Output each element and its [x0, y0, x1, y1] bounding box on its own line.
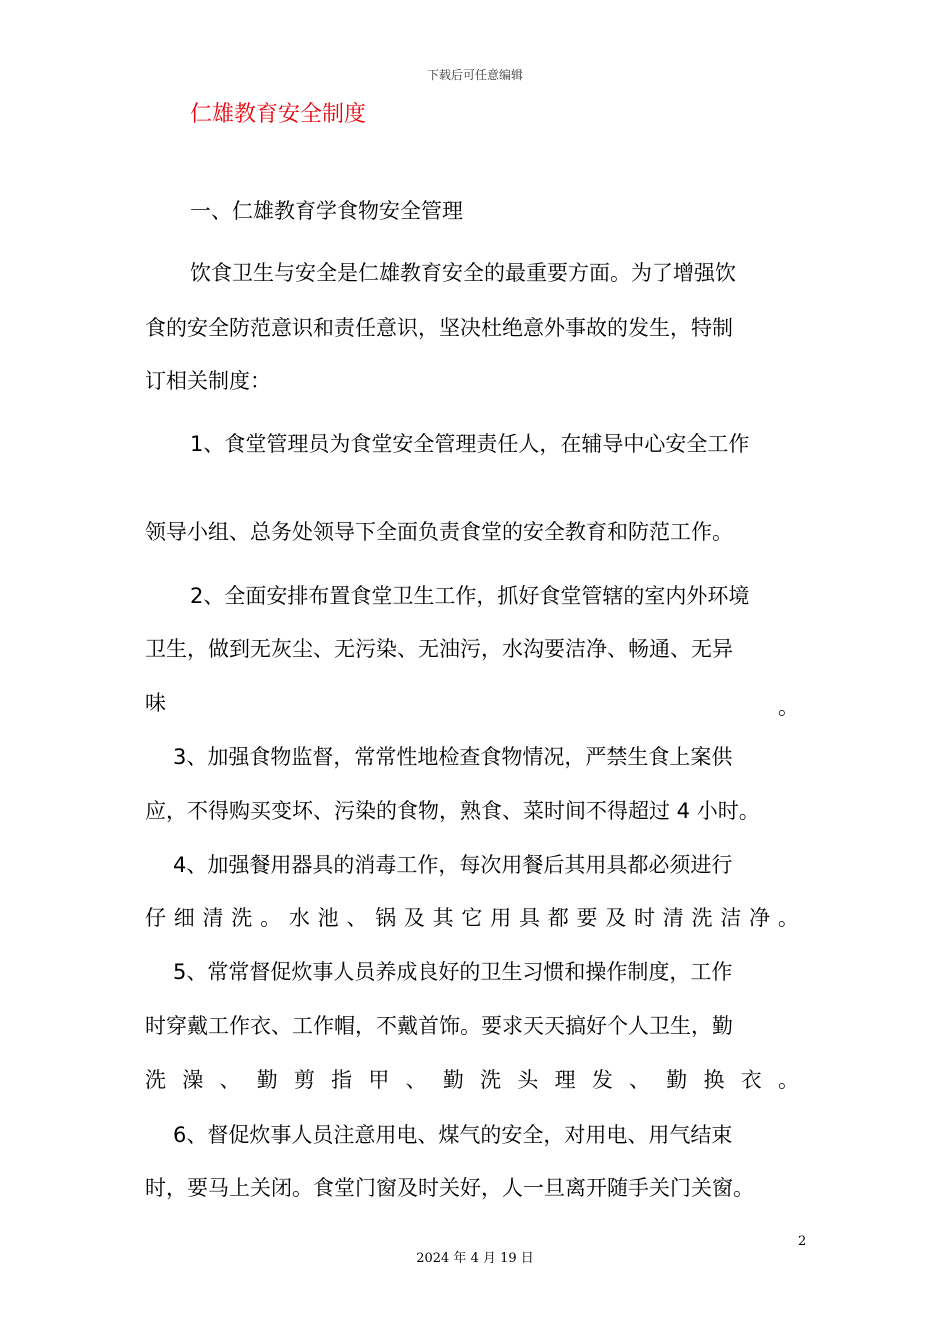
text-char: 洗 [145, 1068, 166, 1092]
text-char: 时 [634, 906, 656, 930]
text-char: 、 [219, 1068, 241, 1092]
item2-line-2: 卫生，做到无灰尘、无污染、无油污，水沟要洁净、畅通、无异 [145, 637, 733, 661]
text-char: 、 [346, 906, 368, 930]
text-char: 。 [260, 906, 282, 930]
text-char: 水 [288, 906, 310, 930]
text-char: 发 [591, 1068, 613, 1092]
item5-line-1: 5、常常督促炊事人员养成良好的卫生习惯和操作制度，工作 [173, 960, 733, 984]
item4-line-1: 4、加强餐用器具的消毒工作，每次用餐后其用具都必须进行 [173, 853, 733, 877]
text-char: 指 [331, 1068, 353, 1092]
text-char: 洁 [720, 906, 742, 930]
text-char: 理 [554, 1068, 576, 1092]
text-char: 头 [517, 1068, 539, 1092]
item3-line-1: 3、加强食物监督，常常性地检查食物情况，严禁生食上案供 [173, 745, 733, 769]
text-char: 净 [749, 906, 771, 930]
text-char: 洗 [480, 1068, 502, 1092]
text-char: 、 [629, 1068, 651, 1092]
text-char: 。 [777, 1068, 799, 1092]
item6-line-1: 6、督促炊事人员注意用电、煤气的安全，对用电、用气结束 [173, 1123, 733, 1147]
text-char: 具 [518, 906, 540, 930]
text-char: 及 [403, 906, 425, 930]
text-char: 池 [317, 906, 339, 930]
intro-line-3: 订相关制度： [145, 369, 271, 393]
text-char: 勤 [442, 1068, 464, 1092]
item6-line-2: 时，要马上关闭。食堂门窗及时关好，人一旦离开随手关门关窗。 [145, 1176, 754, 1200]
text-char: 及 [605, 906, 627, 930]
intro-line-1: 饮食卫生与安全是仁雄教育安全的最重要方面。为了增强饮 [190, 261, 736, 285]
text-char: 洗 [231, 906, 253, 930]
text-char: 澡 [182, 1068, 204, 1092]
page-number: 2 [798, 1234, 807, 1249]
item2-last-word: 味 [145, 691, 166, 715]
item3-line-2: 应，不得购买变坏、污染的食物，熟食、菜时间不得超过 4 小时。 [145, 799, 760, 823]
text-char: 、 [405, 1068, 427, 1092]
text-char: 其 [432, 906, 454, 930]
item1-line-1: 1、食堂管理员为食堂安全管理责任人，在辅导中心安全工作 [190, 432, 750, 456]
item2-line-1: 2、全面安排布置食堂卫生工作，抓好食堂管辖的室内外环境 [190, 584, 750, 608]
text-char: 勤 [666, 1068, 688, 1092]
text-char: 。 [777, 906, 799, 930]
item2-end-mark: 。 [778, 695, 799, 719]
intro-line-2: 食的安全防范意识和责任意识，坚决杜绝意外事故的发生，特制 [145, 316, 733, 340]
text-char: 换 [703, 1068, 725, 1092]
item5-line-2: 时穿戴工作衣、工作帽，不戴首饰。要求天天搞好个人卫生，勤 [145, 1014, 733, 1038]
header-note: 下载后可任意编辑 [426, 68, 523, 82]
text-char: 清 [662, 906, 684, 930]
text-char: 洗 [691, 906, 713, 930]
text-char: 剪 [293, 1068, 315, 1092]
footer-date: 2024 年 4 月 19 日 [416, 1251, 534, 1266]
text-char: 仔 [145, 906, 166, 930]
text-char: 清 [202, 906, 224, 930]
text-char: 都 [547, 906, 569, 930]
document-title: 仁雄教育安全制度 [190, 102, 367, 127]
item1-line-2: 领导小组、总务处领导下全面负责食堂的安全教育和防范工作。 [145, 520, 733, 544]
item5-line-3 [145, 1065, 799, 1095]
section-heading: 一、仁雄教育学食物安全管理 [190, 199, 463, 223]
text-char: 用 [490, 906, 512, 930]
text-char: 要 [576, 906, 598, 930]
text-char: 甲 [368, 1068, 390, 1092]
text-char: 锅 [375, 906, 397, 930]
text-char: 细 [173, 906, 195, 930]
text-char: 衣 [740, 1068, 762, 1092]
item4-line-2 [145, 903, 799, 933]
text-char: 勤 [256, 1068, 278, 1092]
text-char: 它 [461, 906, 483, 930]
